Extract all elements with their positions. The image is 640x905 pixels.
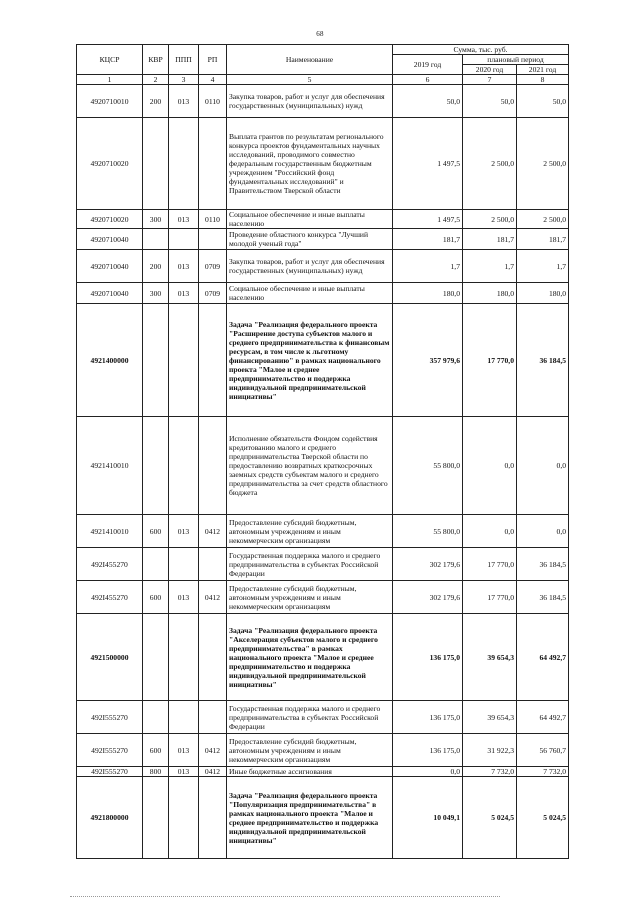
table-row xyxy=(77,701,569,734)
kcsr-cell: 4920710020 xyxy=(77,118,143,210)
name-cell: Государственная поддержка малого и среднего предпринимательства в субъектах Российской Федерации xyxy=(227,548,393,581)
kcsr-cell: 4921410010 xyxy=(77,515,143,548)
name-cell: Социальное обеспечение и иные выплаты населению xyxy=(227,210,393,229)
ppp-cell xyxy=(169,304,199,417)
table-row xyxy=(77,767,569,777)
ppp-cell: 013 xyxy=(169,734,199,767)
amount-2019-cell: 181,7 xyxy=(393,229,463,250)
table-row xyxy=(77,85,569,118)
rp-cell xyxy=(199,417,227,515)
table-row xyxy=(77,229,569,250)
table-row xyxy=(77,283,569,304)
amount-2021-cell: 181,7 xyxy=(517,229,569,250)
name-cell: Проведение областного конкурса "Лучший молодой ученый года" xyxy=(227,229,393,250)
amount-2019-cell: 55 800,0 xyxy=(393,417,463,515)
kvr-cell xyxy=(143,118,169,210)
amount-2021-cell: 36 184,5 xyxy=(517,548,569,581)
table-row xyxy=(77,417,569,515)
table-row xyxy=(77,118,569,210)
amount-2021-cell: 56 760,7 xyxy=(517,734,569,767)
amount-2019-cell: 136 175,0 xyxy=(393,734,463,767)
amount-2020-cell: 17 770,0 xyxy=(463,548,517,581)
amount-2021-cell: 0,0 xyxy=(517,417,569,515)
amount-2020-cell: 2 500,0 xyxy=(463,118,517,210)
page-footer-rule xyxy=(70,896,500,901)
amount-2020-cell: 7 732,0 xyxy=(463,767,517,777)
col-header-ppp: ППП xyxy=(169,45,199,75)
kvr-cell xyxy=(143,304,169,417)
kvr-cell xyxy=(143,417,169,515)
rp-cell: 0709 xyxy=(199,283,227,304)
table-row xyxy=(77,515,569,548)
rp-cell: 0110 xyxy=(199,210,227,229)
col-number: 7 xyxy=(463,75,517,85)
ppp-cell: 013 xyxy=(169,283,199,304)
kvr-cell: 600 xyxy=(143,515,169,548)
name-cell: Исполнение обязательств Фондом содействия кредитованию малого и среднего предпринимательства Тверской области по предоставлению возвратных краткосрочных заемных средств субъектам малого и среднего предпринимательства за счет средств областного бюджета xyxy=(227,417,393,515)
table-row xyxy=(77,777,569,859)
amount-2021-cell: 36 184,5 xyxy=(517,581,569,614)
kcsr-cell: 4920710010 xyxy=(77,85,143,118)
rp-cell xyxy=(199,701,227,734)
ppp-cell xyxy=(169,548,199,581)
ppp-cell xyxy=(169,777,199,859)
name-cell: Задача "Реализация федерального проекта "Акселерация субъектов малого и среднего предпринимательства" в рамках национального проекта "Малое и среднее предпринимательство и поддержка индивидуальной предпринимательской инициативы" xyxy=(227,614,393,701)
kvr-cell: 300 xyxy=(143,283,169,304)
col-header-kvr: КВР xyxy=(143,45,169,75)
table-row xyxy=(77,304,569,417)
name-cell: Закупка товаров, работ и услуг для обеспечения государственных (муниципальных) нужд xyxy=(227,250,393,283)
kvr-cell: 800 xyxy=(143,767,169,777)
amount-2020-cell: 31 922,3 xyxy=(463,734,517,767)
rp-cell: 0412 xyxy=(199,767,227,777)
rp-cell: 0412 xyxy=(199,734,227,767)
amount-2020-cell: 180,0 xyxy=(463,283,517,304)
ppp-cell: 013 xyxy=(169,85,199,118)
amount-2021-cell: 2 500,0 xyxy=(517,118,569,210)
col-header-kcsr: КЦСР xyxy=(77,45,143,75)
kcsr-cell: 492I555270 xyxy=(77,734,143,767)
rp-cell xyxy=(199,777,227,859)
amount-2019-cell: 10 049,1 xyxy=(393,777,463,859)
table-row xyxy=(77,548,569,581)
kcsr-cell: 492I555270 xyxy=(77,767,143,777)
col-header-2020: 2020 год xyxy=(463,65,517,75)
name-cell: Предоставление субсидий бюджетным, автономным учреждениям и иным некоммерческим организациям xyxy=(227,515,393,548)
amount-2020-cell: 2 500,0 xyxy=(463,210,517,229)
rp-cell xyxy=(199,614,227,701)
amount-2019-cell: 1,7 xyxy=(393,250,463,283)
name-cell: Закупка товаров, работ и услуг для обеспечения государственных (муниципальных) нужд xyxy=(227,85,393,118)
kvr-cell xyxy=(143,548,169,581)
name-cell: Социальное обеспечение и иные выплаты населению xyxy=(227,283,393,304)
col-number: 4 xyxy=(199,75,227,85)
rp-cell xyxy=(199,229,227,250)
amount-2021-cell: 50,0 xyxy=(517,85,569,118)
kvr-cell: 600 xyxy=(143,581,169,614)
amount-2019-cell: 136 175,0 xyxy=(393,701,463,734)
amount-2020-cell: 39 654,3 xyxy=(463,614,517,701)
rp-cell xyxy=(199,118,227,210)
rp-cell: 0709 xyxy=(199,250,227,283)
rp-cell xyxy=(199,304,227,417)
table-row xyxy=(77,250,569,283)
amount-2021-cell: 0,0 xyxy=(517,515,569,548)
ppp-cell: 013 xyxy=(169,767,199,777)
amount-2019-cell: 50,0 xyxy=(393,85,463,118)
amount-2019-cell: 55 800,0 xyxy=(393,515,463,548)
amount-2020-cell: 39 654,3 xyxy=(463,701,517,734)
kcsr-cell: 492I455270 xyxy=(77,548,143,581)
amount-2020-cell: 181,7 xyxy=(463,229,517,250)
rp-cell: 0412 xyxy=(199,515,227,548)
name-cell: Выплата грантов по результатам регионального конкурса проектов фундаментальных научных исследований, проводимого совместно федеральным государственным бюджетным учреждением "Российский фонд фундаментальных исследований" и Правительством Тверской области xyxy=(227,118,393,210)
ppp-cell: 013 xyxy=(169,250,199,283)
kcsr-cell: 4920710040 xyxy=(77,283,143,304)
col-number: 3 xyxy=(169,75,199,85)
amount-2020-cell: 0,0 xyxy=(463,417,517,515)
amount-2019-cell: 180,0 xyxy=(393,283,463,304)
amount-2020-cell: 5 024,5 xyxy=(463,777,517,859)
amount-2019-cell: 1 497,5 xyxy=(393,210,463,229)
table-row xyxy=(77,734,569,767)
amount-2020-cell: 17 770,0 xyxy=(463,304,517,417)
kvr-cell: 200 xyxy=(143,85,169,118)
rp-cell xyxy=(199,548,227,581)
rp-cell: 0110 xyxy=(199,85,227,118)
amount-2021-cell: 5 024,5 xyxy=(517,777,569,859)
amount-2021-cell: 64 492,7 xyxy=(517,701,569,734)
name-cell: Государственная поддержка малого и среднего предпринимательства в субъектах Российской Федерации xyxy=(227,701,393,734)
amount-2020-cell: 17 770,0 xyxy=(463,581,517,614)
col-number: 1 xyxy=(77,75,143,85)
col-header-2019: 2019 год xyxy=(393,55,463,75)
amount-2019-cell: 302 179,6 xyxy=(393,548,463,581)
col-number: 5 xyxy=(227,75,393,85)
rp-cell: 0412 xyxy=(199,581,227,614)
ppp-cell xyxy=(169,229,199,250)
column-number-row xyxy=(77,75,569,85)
name-cell: Задача "Реализация федерального проекта "Популяризация предпринимательства" в рамках национального проекта "Малое и среднее предпринимательство и поддержка индивидуальной предпринимательской инициативы" xyxy=(227,777,393,859)
col-header-sum: Сумма, тыс. руб. xyxy=(393,45,569,55)
amount-2020-cell: 50,0 xyxy=(463,85,517,118)
name-cell: Задача "Реализация федерального проекта "Расширение доступа субъектов малого и среднего предпринимательства к финансовым ресурсам, в том числе к льготному финансированию" в рамках национального проекта "Малое и среднее предпринимательство и поддержка индивидуальной предпринимательской инициативы" xyxy=(227,304,393,417)
amount-2019-cell: 0,0 xyxy=(393,767,463,777)
amount-2020-cell: 0,0 xyxy=(463,515,517,548)
amount-2021-cell: 1,7 xyxy=(517,250,569,283)
kvr-cell xyxy=(143,614,169,701)
kvr-cell xyxy=(143,701,169,734)
col-header-name: Наименование xyxy=(227,45,393,75)
amount-2021-cell: 36 184,5 xyxy=(517,304,569,417)
name-cell: Предоставление субсидий бюджетным, автономным учреждениям и иным некоммерческим организациям xyxy=(227,734,393,767)
amount-2021-cell: 7 732,0 xyxy=(517,767,569,777)
col-number: 2 xyxy=(143,75,169,85)
kcsr-cell: 4921500000 xyxy=(77,614,143,701)
amount-2021-cell: 2 500,0 xyxy=(517,210,569,229)
kvr-cell: 200 xyxy=(143,250,169,283)
header-row-1 xyxy=(77,45,569,55)
kcsr-cell: 4921800000 xyxy=(77,777,143,859)
ppp-cell xyxy=(169,417,199,515)
ppp-cell: 013 xyxy=(169,581,199,614)
table-row xyxy=(77,614,569,701)
amount-2020-cell: 1,7 xyxy=(463,250,517,283)
kcsr-cell: 4921400000 xyxy=(77,304,143,417)
ppp-cell xyxy=(169,118,199,210)
col-header-planned: плановый период xyxy=(463,55,569,65)
table-body xyxy=(77,85,569,859)
amount-2021-cell: 180,0 xyxy=(517,283,569,304)
ppp-cell xyxy=(169,701,199,734)
ppp-cell: 013 xyxy=(169,210,199,229)
kvr-cell: 600 xyxy=(143,734,169,767)
col-number: 6 xyxy=(393,75,463,85)
kvr-cell: 300 xyxy=(143,210,169,229)
amount-2019-cell: 1 497,5 xyxy=(393,118,463,210)
kcsr-cell: 492I555270 xyxy=(77,701,143,734)
amount-2021-cell: 64 492,7 xyxy=(517,614,569,701)
col-header-2021: 2021 год xyxy=(517,65,569,75)
table-row xyxy=(77,210,569,229)
amount-2019-cell: 357 979,6 xyxy=(393,304,463,417)
name-cell: Предоставление субсидий бюджетным, автономным учреждениям и иным некоммерческим организациям xyxy=(227,581,393,614)
table-row xyxy=(77,581,569,614)
col-number: 8 xyxy=(517,75,569,85)
ppp-cell xyxy=(169,614,199,701)
page-number: 68 xyxy=(316,30,324,38)
kvr-cell xyxy=(143,777,169,859)
amount-2019-cell: 302 179,6 xyxy=(393,581,463,614)
kcsr-cell: 4920710020 xyxy=(77,210,143,229)
col-header-rp: РП xyxy=(199,45,227,75)
ppp-cell: 013 xyxy=(169,515,199,548)
kcsr-cell: 4920710040 xyxy=(77,229,143,250)
kcsr-cell: 492I455270 xyxy=(77,581,143,614)
kcsr-cell: 4920710040 xyxy=(77,250,143,283)
name-cell: Иные бюджетные ассигнования xyxy=(227,767,393,777)
amount-2019-cell: 136 175,0 xyxy=(393,614,463,701)
kvr-cell xyxy=(143,229,169,250)
budget-table xyxy=(76,44,569,859)
kcsr-cell: 4921410010 xyxy=(77,417,143,515)
